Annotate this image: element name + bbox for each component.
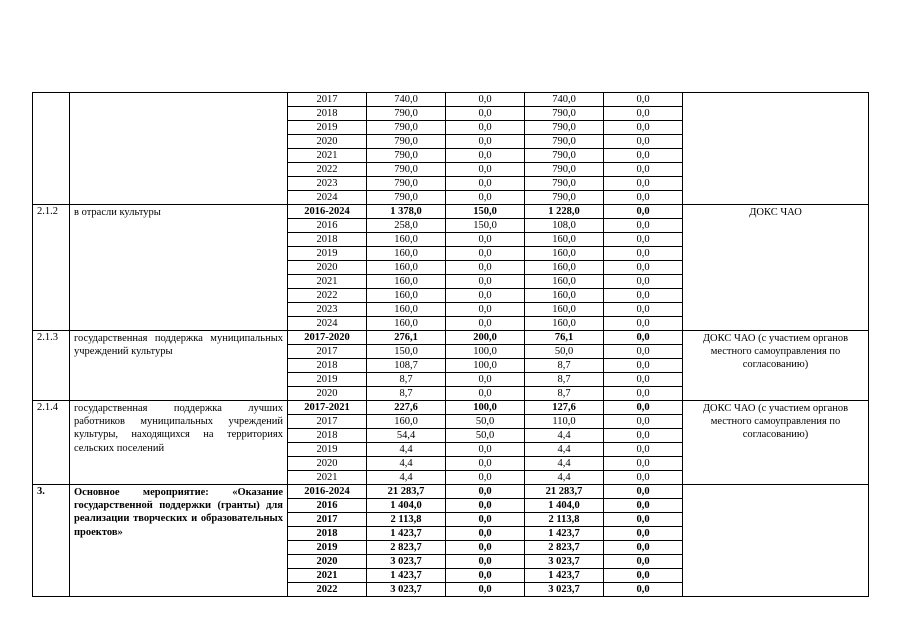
local-cell: 0,0 [604, 569, 683, 583]
federal-cell: 150,0 [446, 205, 525, 219]
regional-cell: 76,1 [525, 331, 604, 345]
local-cell: 0,0 [604, 219, 683, 233]
total-cell: 160,0 [367, 247, 446, 261]
local-cell: 0,0 [604, 527, 683, 541]
local-cell: 0,0 [604, 331, 683, 345]
local-cell: 0,0 [604, 317, 683, 331]
item-number: 2.1.2 [33, 205, 70, 331]
total-cell: 160,0 [367, 275, 446, 289]
total-cell: 54,4 [367, 429, 446, 443]
item-name: в отрасли культуры [70, 205, 288, 331]
regional-cell: 790,0 [525, 135, 604, 149]
regional-cell: 8,7 [525, 359, 604, 373]
federal-cell: 200,0 [446, 331, 525, 345]
executor-cell: ДОКС ЧАО (с участием органов местного самоуправления по согласованию) [683, 401, 869, 485]
period-cell: 2024 [288, 191, 367, 205]
local-cell: 0,0 [604, 401, 683, 415]
federal-cell: 0,0 [446, 121, 525, 135]
total-cell: 790,0 [367, 177, 446, 191]
federal-cell: 0,0 [446, 527, 525, 541]
federal-cell: 0,0 [446, 513, 525, 527]
total-cell: 8,7 [367, 387, 446, 401]
federal-cell: 0,0 [446, 555, 525, 569]
federal-cell: 0,0 [446, 485, 525, 499]
executor-cell: ДОКС ЧАО [683, 205, 869, 331]
period-cell: 2020 [288, 261, 367, 275]
period-cell: 2024 [288, 317, 367, 331]
regional-cell: 790,0 [525, 191, 604, 205]
local-cell: 0,0 [604, 261, 683, 275]
period-cell: 2017 [288, 415, 367, 429]
period-cell: 2022 [288, 583, 367, 597]
local-cell: 0,0 [604, 275, 683, 289]
local-cell: 0,0 [604, 443, 683, 457]
total-cell: 790,0 [367, 163, 446, 177]
federal-cell: 0,0 [446, 583, 525, 597]
regional-cell: 790,0 [525, 121, 604, 135]
regional-cell: 790,0 [525, 149, 604, 163]
total-cell: 1 404,0 [367, 499, 446, 513]
table-row [33, 93, 869, 107]
total-cell: 790,0 [367, 121, 446, 135]
total-cell: 160,0 [367, 261, 446, 275]
regional-cell: 4,4 [525, 457, 604, 471]
period-cell: 2022 [288, 163, 367, 177]
period-cell: 2019 [288, 541, 367, 555]
federal-cell: 0,0 [446, 233, 525, 247]
table-row [33, 485, 869, 499]
local-cell: 0,0 [604, 471, 683, 485]
local-cell: 0,0 [604, 513, 683, 527]
item-number: 3. [33, 485, 70, 597]
period-cell: 2021 [288, 569, 367, 583]
local-cell: 0,0 [604, 303, 683, 317]
federal-cell: 0,0 [446, 317, 525, 331]
federal-cell: 0,0 [446, 373, 525, 387]
period-cell: 2017 [288, 513, 367, 527]
federal-cell: 0,0 [446, 163, 525, 177]
period-cell: 2020 [288, 457, 367, 471]
federal-cell: 50,0 [446, 429, 525, 443]
local-cell: 0,0 [604, 233, 683, 247]
regional-cell: 8,7 [525, 387, 604, 401]
period-cell: 2017-2021 [288, 401, 367, 415]
total-cell: 3 023,7 [367, 583, 446, 597]
local-cell: 0,0 [604, 149, 683, 163]
regional-cell: 3 023,7 [525, 555, 604, 569]
total-cell: 8,7 [367, 373, 446, 387]
period-cell: 2016 [288, 219, 367, 233]
period-cell: 2018 [288, 527, 367, 541]
total-cell: 258,0 [367, 219, 446, 233]
regional-cell: 2 823,7 [525, 541, 604, 555]
total-cell: 160,0 [367, 415, 446, 429]
regional-cell: 790,0 [525, 107, 604, 121]
total-cell: 160,0 [367, 233, 446, 247]
period-cell: 2018 [288, 359, 367, 373]
federal-cell: 100,0 [446, 345, 525, 359]
period-cell: 2023 [288, 303, 367, 317]
federal-cell: 100,0 [446, 359, 525, 373]
period-cell: 2019 [288, 247, 367, 261]
item-number [33, 93, 70, 205]
total-cell: 4,4 [367, 457, 446, 471]
regional-cell: 160,0 [525, 247, 604, 261]
period-cell: 2018 [288, 429, 367, 443]
regional-cell: 160,0 [525, 289, 604, 303]
local-cell: 0,0 [604, 191, 683, 205]
local-cell: 0,0 [604, 499, 683, 513]
federal-cell: 0,0 [446, 569, 525, 583]
regional-cell: 21 283,7 [525, 485, 604, 499]
federal-cell: 0,0 [446, 177, 525, 191]
federal-cell: 0,0 [446, 135, 525, 149]
total-cell: 1 423,7 [367, 527, 446, 541]
total-cell: 2 113,8 [367, 513, 446, 527]
regional-cell: 1 423,7 [525, 527, 604, 541]
federal-cell: 0,0 [446, 191, 525, 205]
regional-cell: 790,0 [525, 177, 604, 191]
regional-cell: 2 113,8 [525, 513, 604, 527]
total-cell: 1 378,0 [367, 205, 446, 219]
total-cell: 4,4 [367, 471, 446, 485]
local-cell: 0,0 [604, 107, 683, 121]
period-cell: 2021 [288, 149, 367, 163]
regional-cell: 160,0 [525, 275, 604, 289]
federal-cell: 0,0 [446, 443, 525, 457]
table-row [33, 401, 869, 415]
regional-cell: 160,0 [525, 303, 604, 317]
local-cell: 0,0 [604, 135, 683, 149]
item-name: государственная поддержка лучших работников муниципальных учреждений культуры, находящихся на территориях сельских поселений [70, 401, 288, 485]
total-cell: 160,0 [367, 289, 446, 303]
local-cell: 0,0 [604, 177, 683, 191]
federal-cell: 0,0 [446, 93, 525, 107]
regional-cell: 1 423,7 [525, 569, 604, 583]
item-name [70, 93, 288, 205]
local-cell: 0,0 [604, 121, 683, 135]
period-cell: 2020 [288, 387, 367, 401]
total-cell: 740,0 [367, 93, 446, 107]
total-cell: 4,4 [367, 443, 446, 457]
item-number: 2.1.4 [33, 401, 70, 485]
total-cell: 150,0 [367, 345, 446, 359]
regional-cell: 127,6 [525, 401, 604, 415]
local-cell: 0,0 [604, 345, 683, 359]
budget-table [32, 92, 869, 597]
regional-cell: 4,4 [525, 443, 604, 457]
period-cell: 2020 [288, 135, 367, 149]
period-cell: 2017 [288, 93, 367, 107]
federal-cell: 0,0 [446, 387, 525, 401]
regional-cell: 1 404,0 [525, 499, 604, 513]
period-cell: 2022 [288, 289, 367, 303]
federal-cell: 150,0 [446, 219, 525, 233]
period-cell: 2016-2024 [288, 205, 367, 219]
total-cell: 160,0 [367, 317, 446, 331]
federal-cell: 0,0 [446, 457, 525, 471]
period-cell: 2016-2024 [288, 485, 367, 499]
regional-cell: 108,0 [525, 219, 604, 233]
item-name: государственная поддержка муниципальных учреждений культуры [70, 331, 288, 401]
federal-cell: 50,0 [446, 415, 525, 429]
local-cell: 0,0 [604, 93, 683, 107]
regional-cell: 160,0 [525, 233, 604, 247]
regional-cell: 110,0 [525, 415, 604, 429]
period-cell: 2021 [288, 275, 367, 289]
regional-cell: 50,0 [525, 345, 604, 359]
period-cell: 2016 [288, 499, 367, 513]
total-cell: 276,1 [367, 331, 446, 345]
table-row [33, 205, 869, 219]
local-cell: 0,0 [604, 415, 683, 429]
federal-cell: 0,0 [446, 261, 525, 275]
executor-cell [683, 93, 869, 205]
period-cell: 2017 [288, 345, 367, 359]
regional-cell: 4,4 [525, 429, 604, 443]
period-cell: 2017-2020 [288, 331, 367, 345]
period-cell: 2019 [288, 443, 367, 457]
local-cell: 0,0 [604, 205, 683, 219]
federal-cell: 0,0 [446, 289, 525, 303]
total-cell: 160,0 [367, 303, 446, 317]
total-cell: 108,7 [367, 359, 446, 373]
local-cell: 0,0 [604, 485, 683, 499]
total-cell: 2 823,7 [367, 541, 446, 555]
total-cell: 790,0 [367, 191, 446, 205]
total-cell: 1 423,7 [367, 569, 446, 583]
table-row [33, 331, 869, 345]
federal-cell: 0,0 [446, 275, 525, 289]
local-cell: 0,0 [604, 583, 683, 597]
period-cell: 2018 [288, 233, 367, 247]
federal-cell: 0,0 [446, 247, 525, 261]
federal-cell: 0,0 [446, 303, 525, 317]
item-name: Основное мероприятие: «Оказание государственной поддержки (гранты) для реализации творческих и образовательных проектов» [70, 485, 288, 597]
regional-cell: 4,4 [525, 471, 604, 485]
federal-cell: 0,0 [446, 471, 525, 485]
total-cell: 790,0 [367, 135, 446, 149]
period-cell: 2020 [288, 555, 367, 569]
local-cell: 0,0 [604, 387, 683, 401]
local-cell: 0,0 [604, 373, 683, 387]
local-cell: 0,0 [604, 289, 683, 303]
federal-cell: 0,0 [446, 499, 525, 513]
federal-cell: 0,0 [446, 149, 525, 163]
federal-cell: 100,0 [446, 401, 525, 415]
local-cell: 0,0 [604, 163, 683, 177]
local-cell: 0,0 [604, 555, 683, 569]
local-cell: 0,0 [604, 359, 683, 373]
regional-cell: 8,7 [525, 373, 604, 387]
item-number: 2.1.3 [33, 331, 70, 401]
total-cell: 21 283,7 [367, 485, 446, 499]
regional-cell: 160,0 [525, 261, 604, 275]
period-cell: 2019 [288, 121, 367, 135]
local-cell: 0,0 [604, 247, 683, 261]
total-cell: 227,6 [367, 401, 446, 415]
total-cell: 790,0 [367, 149, 446, 163]
local-cell: 0,0 [604, 429, 683, 443]
executor-cell: ДОКС ЧАО (с участием органов местного самоуправления по согласованию) [683, 331, 869, 401]
total-cell: 3 023,7 [367, 555, 446, 569]
regional-cell: 1 228,0 [525, 205, 604, 219]
regional-cell: 160,0 [525, 317, 604, 331]
period-cell: 2018 [288, 107, 367, 121]
total-cell: 790,0 [367, 107, 446, 121]
local-cell: 0,0 [604, 457, 683, 471]
federal-cell: 0,0 [446, 107, 525, 121]
period-cell: 2021 [288, 471, 367, 485]
executor-cell [683, 485, 869, 597]
federal-cell: 0,0 [446, 541, 525, 555]
local-cell: 0,0 [604, 541, 683, 555]
period-cell: 2023 [288, 177, 367, 191]
regional-cell: 740,0 [525, 93, 604, 107]
regional-cell: 3 023,7 [525, 583, 604, 597]
regional-cell: 790,0 [525, 163, 604, 177]
period-cell: 2019 [288, 373, 367, 387]
